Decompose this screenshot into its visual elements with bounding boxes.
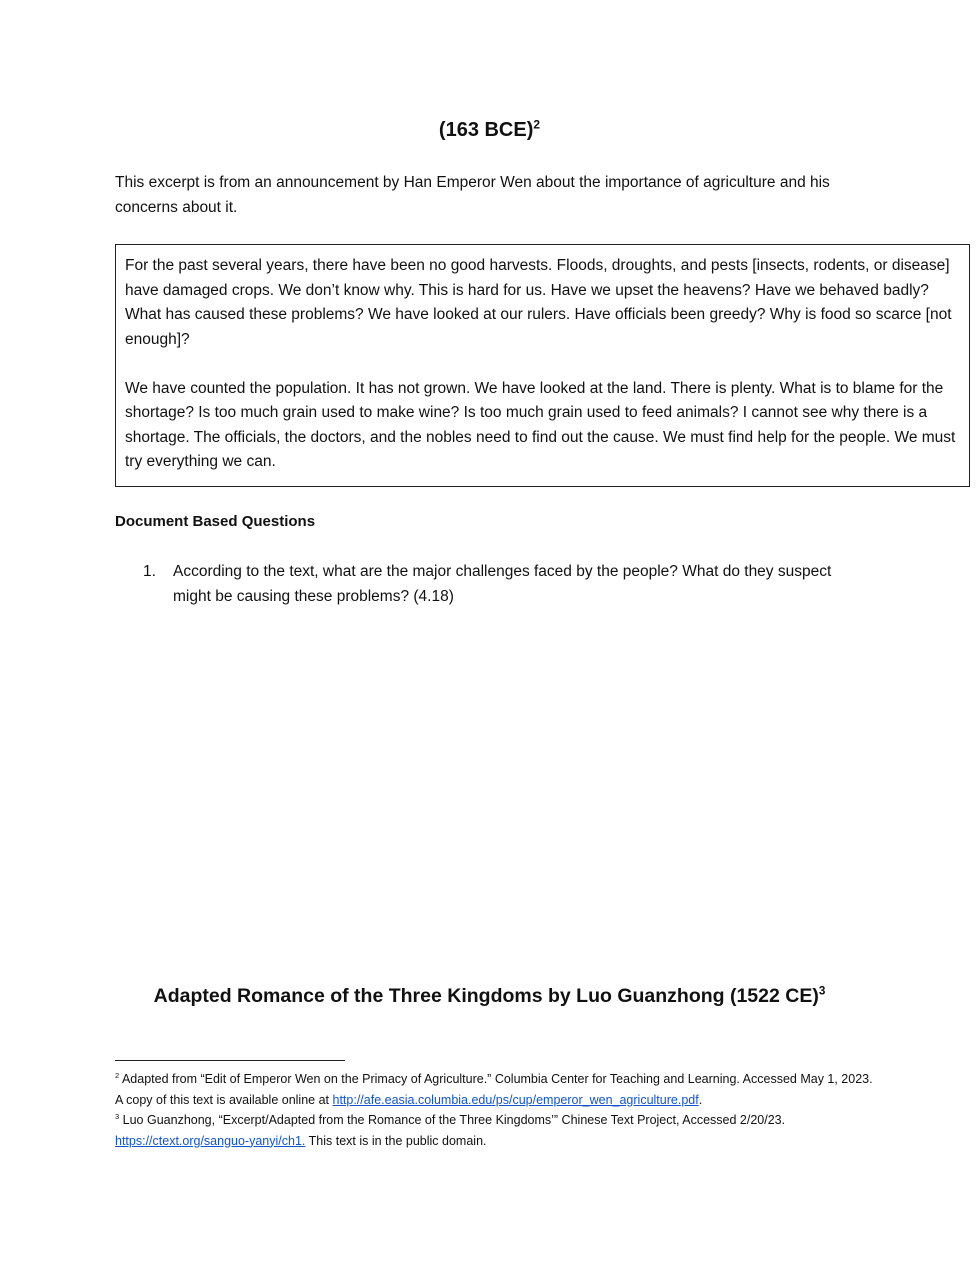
footnote-3-suffix: This text is in the public domain. (305, 1133, 487, 1148)
footnote-3-link[interactable]: https://ctext.org/sanguo-yanyi/ch1. (115, 1133, 306, 1148)
footnote-marker-3[interactable]: 3 (818, 984, 826, 998)
section-heading (0, 982, 979, 1010)
footnote-2-link[interactable]: http://afe.easia.columbia.edu/ps/cup/emperor_wen_agriculture.pdf (332, 1092, 699, 1107)
excerpt-box (115, 244, 970, 487)
footnote-2 (115, 1069, 875, 1110)
footnote-2-marker: 2 (115, 1070, 120, 1080)
footnote-2-text: Adapted from “Edit of Emperor Wen on the Primacy of Agriculture.” Columbia Center for Teaching and Learning. Accessed May 1, 2023. A copy of this text is available online at (115, 1072, 873, 1107)
footnote-3-marker: 3 (115, 1111, 120, 1121)
dbq-heading: Document Based Questions (115, 513, 316, 530)
footnote-marker-2[interactable]: 2 (533, 117, 541, 132)
excerpt-paragraph-2: We have counted the population. It has not grown. We have looked at the land. There is plenty. What is to blame for the shortage? Is too much grain used to make wine? Is too much grain used to feed animals? I cannot see why there is a shortage. The officials, the doctors, and the nobles need to find out the cause. We must find help for the people. We must try everything we can. (125, 379, 956, 470)
question-text: According to the text, what are the major challenges faced by the people? What do they suspect might be causing these problems? (4.18) (173, 563, 832, 605)
footnote-2-suffix: . (698, 1092, 703, 1107)
question-item (143, 560, 873, 609)
footnote-3-text: Luo Guanzhong, “Excerpt/Adapted from the Romance of the Three Kingdoms’” Chinese Text Project, Accessed 2/20/23. (122, 1113, 786, 1127)
section-heading-text: Adapted Romance of the Three Kingdoms by Luo Guanzhong (1522 CE) (153, 985, 819, 1007)
page-heading-text: (163 BCE) (438, 119, 534, 141)
page-heading (0, 116, 979, 144)
footnote-divider (115, 1060, 345, 1061)
intro-paragraph: This excerpt is from an announcement by Han Emperor Wen about the importance of agriculture and his concerns about it. (115, 174, 830, 216)
excerpt-paragraph-1: For the past several years, there have been no good harvests. Floods, droughts, and pests [insects, rodents, or disease] have damaged crops. We don’t know why. This is hard for us. Have we upset the heavens? Have we behaved badly? What has caused these problems? We have looked at our rulers. Have officials been greedy? Why is food so scarce [not enough]? (125, 257, 952, 348)
footnote-3 (115, 1110, 875, 1151)
question-number: 1. (143, 563, 156, 580)
footnotes (115, 1069, 875, 1151)
